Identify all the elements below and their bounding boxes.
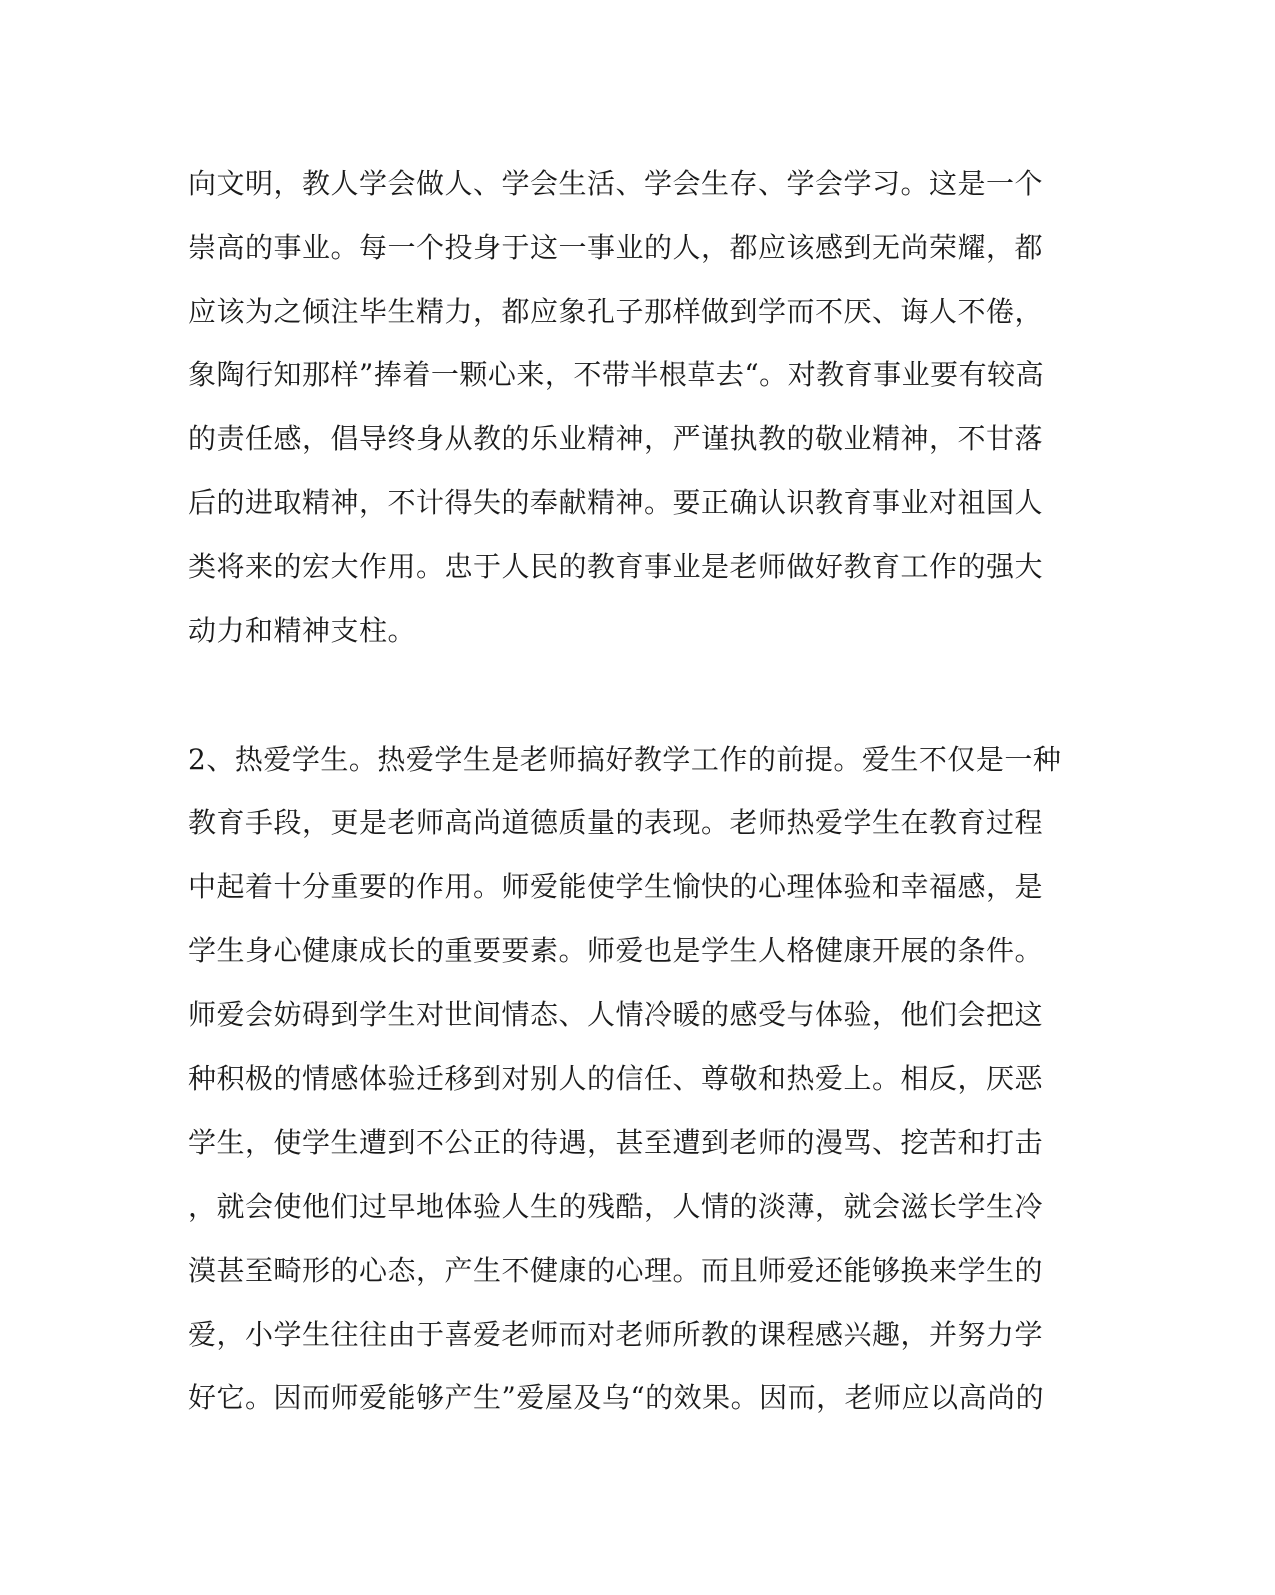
paragraph-2-line-10: 爱，小学生往往由于喜爱老师而对老师所教的课程感兴趣，并努力学 <box>188 1318 1044 1351</box>
paragraph-2-line-3: 中起着十分重要的作用。师爱能使学生愉快的心理体验和幸福感，是 <box>188 870 1044 903</box>
paragraph-2-line-1: 2、热爱学生。热爱学生是老师搞好教学工作的前提。爱生不仅是一种 <box>188 743 1062 776</box>
paragraph-2-line-8: ，就会使他们过早地体验人生的残酷，人情的淡薄，就会滋长学生冷 <box>188 1190 1044 1223</box>
paragraph-2-line-7: 学生，使学生遭到不公正的待遇，甚至遭到老师的漫骂、挖苦和打击 <box>188 1126 1044 1159</box>
paragraph-1-line-2: 崇高的事业。每一个投身于这一事业的人，都应该感到无尚荣耀，都 <box>188 231 1044 264</box>
paragraph-2-line-4: 学生身心健康成长的重要要素。师爱也是学生人格健康开展的条件。 <box>188 934 1044 967</box>
paragraph-2-line-9: 漠甚至畸形的心态，产生不健康的心理。而且师爱还能够换来学生的 <box>188 1254 1044 1287</box>
paragraph-1-line-8: 动力和精神支柱。 <box>188 614 417 647</box>
paragraph-1-line-4: 象陶行知那样”捧着一颗心来，不带半根草去“。对教育事业要有较高 <box>188 358 1045 391</box>
paragraph-1-line-3: 应该为之倾注毕生精力，都应象孔子那样做到学而不厌、诲人不倦， <box>188 295 1044 328</box>
paragraph-2-line-5: 师爱会妨碍到学生对世间情态、人情冷暖的感受与体验，他们会把这 <box>188 998 1044 1031</box>
paragraph-1-line-5: 的责任感，倡导终身从教的乐业精神，严谨执教的敬业精神，不甘落 <box>188 422 1044 455</box>
paragraph-1-line-7: 类将来的宏大作用。忠于人民的教育事业是老师做好教育工作的强大 <box>188 550 1044 583</box>
paragraph-2-line-2: 教育手段，更是老师高尚道德质量的表现。老师热爱学生在教育过程 <box>188 806 1044 839</box>
paragraph-1-line-1: 向文明，教人学会做人、学会生活、学会生存、学会学习。这是一个 <box>188 167 1044 200</box>
paragraph-2-line-11: 好它。因而师爱能够产生”爱屋及乌“的效果。因而，老师应以高尚的 <box>188 1381 1045 1414</box>
paragraph-1-line-6: 后的进取精神，不计得失的奉献精神。要正确认识教育事业对祖国人 <box>188 486 1044 519</box>
paragraph-2-line-6: 种积极的情感体验迁移到对别人的信任、尊敬和热爱上。相反，厌恶 <box>188 1062 1044 1095</box>
